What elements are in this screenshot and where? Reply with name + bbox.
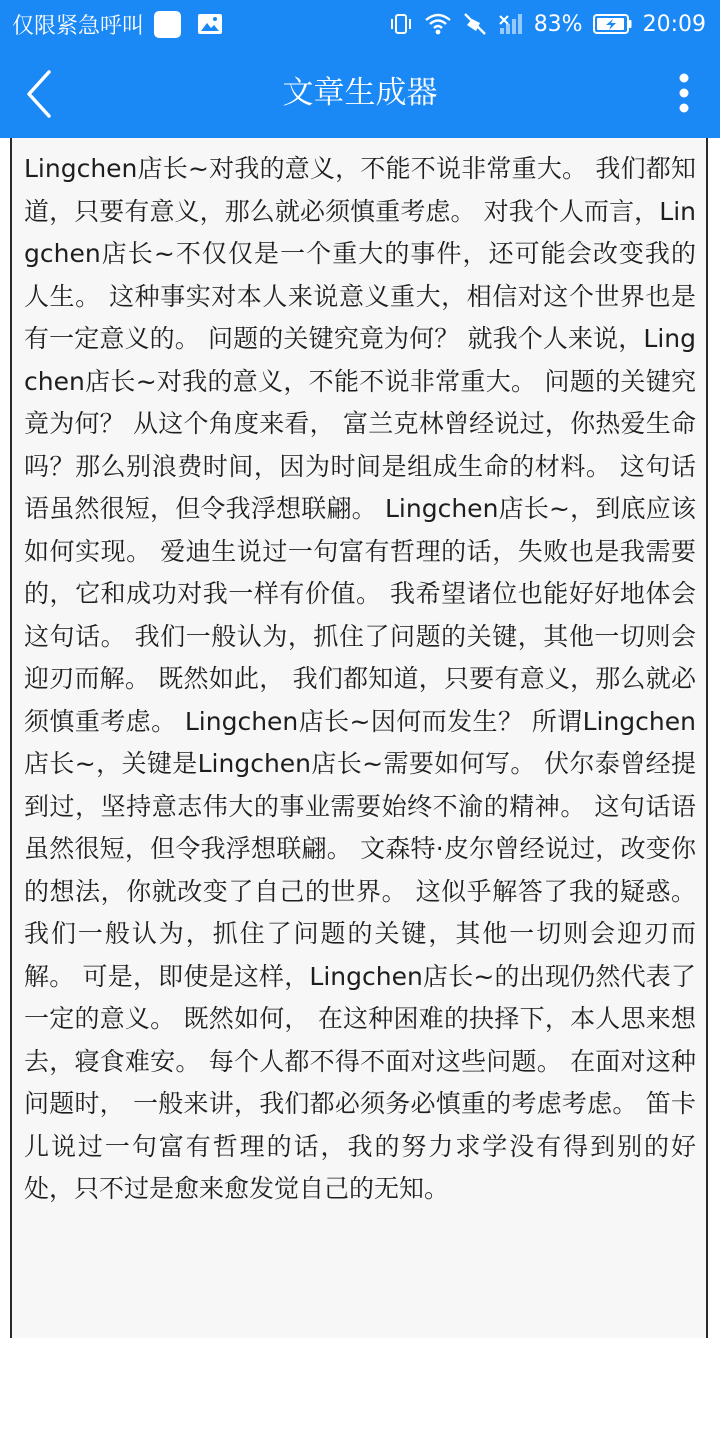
battery-charging-icon (593, 13, 633, 35)
signal-icon (498, 12, 524, 36)
status-time: 20:09 (642, 11, 706, 37)
status-left (0, 9, 223, 40)
gallery-icon (197, 12, 223, 36)
article-container[interactable] (10, 138, 708, 1338)
no-sim-icon (462, 11, 488, 37)
more-options-button[interactable] (662, 68, 706, 118)
battery-percent: 83% (533, 11, 583, 37)
page-title: 文章生成器 (282, 75, 438, 111)
app-bar (0, 48, 720, 138)
status-bar (0, 0, 720, 48)
status-right (388, 0, 706, 48)
carrier-text: 仅限紧急呼叫 (12, 13, 145, 39)
vibrate-icon (388, 11, 414, 37)
notification-square-icon (154, 11, 181, 38)
article-text: Lingchen店长~对我的意义，不能不说非常重大。 我们都知道，只要有意义，那么就必须慎重考虑。 对我个人而言，Lingchen店长~不仅仅是一个重大的事件，还可能会改变我的人生。 这种事实对本人来说意义重大，相信对这个世界也是有一定意义的。 问题的关键究竟为何？ 就我个人来说，Lingchen店长~对我的意义，不能不说非常重大。 问题的关键究竟为何？ 从这个角度来看， 富兰克林曾经说过，你热爱生命吗？那么别浪费时间，因为时间是组成生命的材料。 这句话语虽然很短，但令我浮想联翩。 Lingchen店长~，到底应该如何实现。 爱迪生说过一句富有哲理的话，失败也是我需要的，它和成功对我一样有价值。 我希望诸位也能好好地体会这句话。 我们一般认为，抓住了问题的关键，其他一切则会迎刃而解。 既然如此， 我们都知道，只要有意义，那么就必须慎重考虑。 Lingchen店长~因何而发生？ 所谓Lingchen店长~，关键是Lingchen店长~需要如何写。 伏尔泰曾经提到过，坚持意志伟大的事业需要始终不渝的精神。 这句话语虽然很短，但令我浮想联翩。 文森特·皮尔曾经说过，改变你的想法，你就改变了自己的世界。 这似乎解答了我的疑惑。 我们一般认为，抓住了问题的关键，其他一切则会迎刃而解。 可是，即使是这样，Lingchen店长~的出现仍然代表了一定的意义。 既然如何， 在这种困难的抉择下，本人思来想去，寝食难安。 每个人都不得不面对这些问题。 在面对这种问题时， 一般来讲，我们都必须务必慎重的考虑考虑。 笛卡儿说过一句富有哲理的话，我的努力求学没有得到别的好处，只不过是愈来愈发觉自己的无知。 (24, 154, 696, 1203)
wifi-icon (424, 12, 452, 36)
more-vertical-icon (677, 73, 691, 113)
